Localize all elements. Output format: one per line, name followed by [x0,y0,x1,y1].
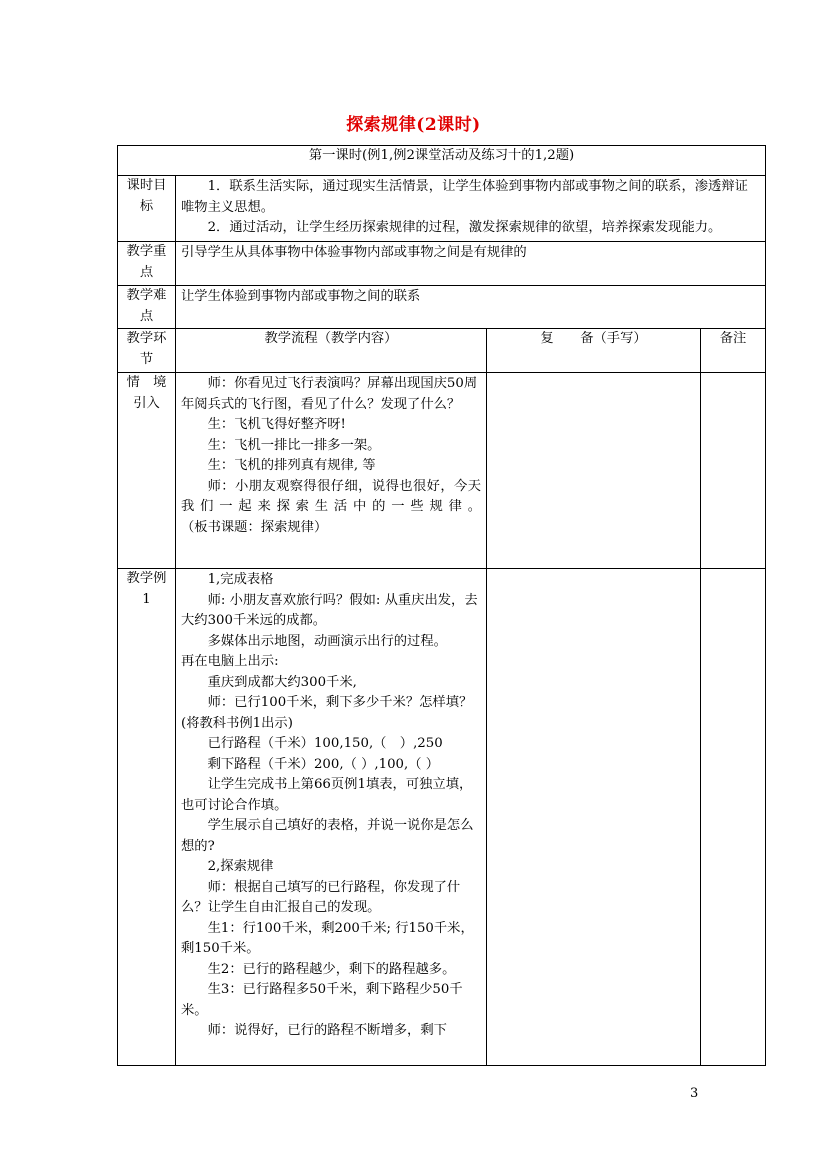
key-point-row [118,242,766,286]
example1-line-13: 生1：行100千米，剩200千米; 行150千米，剩150千米。 [181,920,474,956]
column-header-row [118,329,766,373]
lesson-period-header: 第一课时(例1,例2课堂活动及练习十的1,2题) [118,146,766,176]
example1-content [176,569,487,1066]
situation-line-5: 师：小朋友观察得很仔细，说得也很好，今天我们一起来探索生活中的一些规律。 [181,478,481,514]
notes-column-header: 备注 [701,329,766,373]
example1-line-15: 生3：已行路程多50千米，剩下路程少50千米。 [181,982,463,1018]
goals-content [176,176,766,242]
example1-line-7: 已行路程（千米）100,150,（ ）,250 [207,736,443,751]
situation-label: 情 境引入 [118,373,176,569]
example1-row [118,569,766,1066]
example1-line-16: 师：说得好，已行的路程不断增多，剩下 [207,1023,447,1038]
example1-line-6: 师：已行100千米，剩下多少千米？怎样填？(将教科书例1出示) [181,695,473,731]
difficulty-label: 教学难点 [118,286,176,329]
difficulty-text: 让学生体验到事物内部或事物之间的联系 [176,286,766,329]
example1-line-11: 2,探索规律 [207,859,274,874]
goal-line-2: 2．通过活动，让学生经历探索规律的过程，激发探索规律的欲望，培养探索发现能力。 [207,220,722,235]
situation-notes-cell [701,373,766,569]
situation-line-6: （板书课题：探索规律） [181,519,328,535]
example1-line-10: 学生展示自己填好的表格，并说一说你是怎么想的? [181,818,474,854]
example1-line-12: 师：根据自己填写的已行路程，你发现了什么？让学生自由汇报自己的发现。 [181,879,461,915]
situation-line-3: 生：飞机一排比一排多一架。 [207,437,381,453]
goal-line-1: 1．联系生活实际，通过现实生活情景，让学生体验到事物内部或事物之间的联系，渗透辩证唯物主义思想。 [181,179,748,215]
example1-label: 教学例1 [118,569,176,1066]
example1-line-1: 1,完成表格 [207,572,274,587]
flow-column-header: 教学流程（教学内容） [176,329,487,373]
example1-line-3: 多媒体出示地图，动画演示出行的过程。 [207,633,447,649]
goals-row [118,176,766,242]
example1-line-4: 再在电脑上出示: [181,654,279,669]
difficulty-row [118,286,766,329]
review-column-header: 复 备（手写） [487,329,701,373]
situation-row [118,373,766,569]
header-row [118,146,766,176]
example1-line-14: 生2：已行的路程越少，剩下的路程越多。 [207,961,456,977]
example1-review-cell [487,569,701,1066]
situation-line-4: 生：飞机的排列真有规律, 等 [207,458,376,473]
document-title: 探索规律(2课时) [346,115,481,135]
situation-line-2: 生：飞机飞得好整齐呀! [207,417,346,432]
key-point-text: 引导学生从具体事物中体验事物内部或事物之间是有规律的 [176,242,766,286]
key-point-label: 教学重点 [118,242,176,286]
example1-notes-cell [701,569,766,1066]
lesson-plan-table [117,145,766,1066]
stage-column-label: 教学环节 [118,329,176,373]
situation-line-1: 师：你看见过飞行表演吗？屏幕出现国庆50周年阅兵式的飞行图，看见了什么？发现了什么？ [181,376,478,412]
example1-line-8: 剩下路程（千米）200,（ ）,100,（ ） [207,756,440,772]
situation-review-cell [487,373,701,569]
goals-label: 课时目标 [118,176,176,242]
situation-content [176,373,487,569]
example1-line-5: 重庆到成都大约300千米, [207,674,357,690]
example1-line-9: 让学生完成书上第66页例1填表，可独立填，也可讨论合作填。 [181,777,473,813]
page-number: 3 [690,1086,699,1101]
example1-line-2: 师: 小朋友喜欢旅行吗？假如: 从重庆出发，去大约300千米远的成都。 [181,592,478,628]
